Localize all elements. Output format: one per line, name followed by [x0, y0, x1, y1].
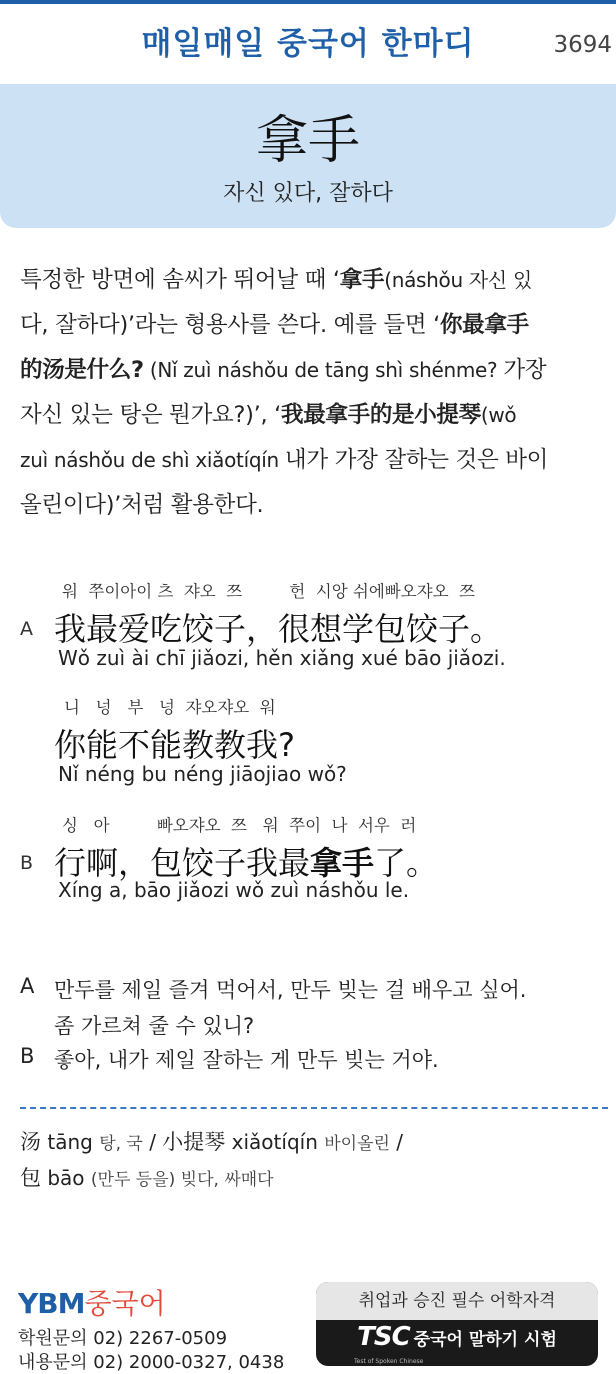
headword-meaning: 자신 있다, 잘하다 — [223, 181, 393, 206]
top-rule — [0, 0, 616, 4]
tsc-tagline: 취업과 승진 필수 어학자격 — [316, 1282, 598, 1320]
pinyin-line-2: Nǐ néng bu néng jiāojiao wǒ? — [58, 762, 347, 786]
explanation-segment: 你最拿手 — [439, 312, 529, 338]
pinyin-line-3: Xíng a, bāo jiǎozi wǒ zuì náshǒu le. — [58, 878, 410, 902]
explanation-segment: 자신 있는 탕은 뭔가요?)’, ‘ — [20, 402, 282, 428]
explanation-paragraph — [20, 258, 612, 528]
translation-b-label: B — [20, 1044, 35, 1068]
explanation-segment: 我最拿手的是小提琴 — [281, 402, 481, 428]
chinese-line-2: 你能不能教教我? — [54, 726, 295, 764]
vocab-pinyin-violin: xiǎotíqín — [225, 1130, 325, 1154]
ybm-logo-en: YBM — [18, 1287, 85, 1320]
vocab-pinyin-tang: tāng — [41, 1130, 100, 1154]
explanation-line — [20, 303, 612, 348]
chinese-line-3-part-c: 了。 — [374, 844, 439, 882]
explanation-line — [20, 348, 612, 393]
translation-a-label: A — [20, 974, 35, 998]
explanation-line — [20, 483, 612, 528]
vocab-separator: / — [142, 1130, 163, 1154]
explanation-segment: 가장 — [503, 357, 547, 383]
tsc-logo: TSC — [357, 1322, 410, 1352]
speaker-a: A — [20, 618, 33, 640]
explanation-segment: (Nǐ zuì náshǒu de tāng shì shénme? — [143, 358, 504, 382]
explanation-segment: 拿手 — [339, 267, 385, 293]
headword-hanzi: 拿手 — [255, 111, 360, 171]
explanation-line — [20, 393, 612, 438]
ybm-logo[interactable] — [18, 1282, 166, 1322]
vocab-line-1 — [20, 1126, 403, 1156]
translation-a-line1: 만두를 제일 즐겨 먹어서, 만두 빚는 걸 배우고 싶어. — [54, 978, 527, 1002]
tsc-ad[interactable] — [316, 1282, 598, 1366]
tsc-title: 중국어 말하기 시험 — [413, 1330, 557, 1350]
vocab-meaning-violin: 바이올린 — [324, 1134, 390, 1154]
vocab-pinyin-bao: bāo — [41, 1166, 91, 1190]
explanation-segment: zuì náshǒu de shì xiǎotíqín — [20, 448, 285, 472]
vocab-word-violin: 小提琴 — [162, 1130, 226, 1154]
translation-a-line2: 좀 가르쳐 줄 수 있니? — [54, 1014, 255, 1038]
translation-b-line1: 좋아, 내가 제일 잘하는 게 만두 빚는 거야. — [54, 1048, 439, 1072]
explanation-segment: (wǒ — [480, 403, 517, 427]
vocab-line-2 — [20, 1162, 274, 1192]
tsc-small-caption: Test of Spoken Chinese — [354, 1358, 424, 1365]
vocab-word-bao: 包 — [20, 1166, 41, 1190]
speaker-b: B — [20, 852, 34, 874]
chinese-line-3-part-a: 行啊，包饺子我最 — [54, 844, 311, 882]
dashed-divider — [20, 1107, 608, 1109]
chinese-line-1: 我最爱吃饺子，很想学包饺子。 — [54, 610, 503, 648]
contact-academy: 학원문의 02) 2267-0509 — [18, 1328, 228, 1349]
vocab-word-tang: 汤 — [20, 1130, 41, 1154]
chinese-line-3-keyword: 拿手 — [310, 844, 375, 882]
explanation-segment: (náshǒu 자신 있 — [384, 268, 533, 292]
vocab-meaning-tang: 탕, 국 — [99, 1134, 143, 1154]
explanation-segment: 올린이다)’처럼 활용한다. — [20, 492, 264, 518]
ruby-line-1: 워 쭈이아이 츠 쟈오 쯔 헌 시앙 쉬에빠오쟈오 쯔 — [62, 582, 475, 601]
explanation-segment: 특정한 방면에 솜씨가 뛰어날 때 ‘ — [20, 267, 340, 293]
explanation-line — [20, 438, 612, 483]
explanation-segment: 다, 잘하다)’라는 형용사를 쓴다. 예를 들면 ‘ — [20, 312, 440, 338]
explanation-line — [20, 258, 612, 303]
tsc-logo-row — [316, 1322, 598, 1352]
vocab-meaning-bao: (만두 등을) 빚다, 싸매다 — [90, 1170, 274, 1190]
explanation-segment: 的汤是什么? — [20, 357, 144, 383]
issue-number: 3694 — [553, 32, 612, 58]
ruby-line-2: 니 넝 부 넝 쟈오쟈오 워 — [64, 698, 276, 717]
explanation-segment: 내가 가장 잘하는 것은 바이 — [284, 447, 549, 473]
vocab-end: / — [389, 1130, 404, 1154]
ybm-logo-ko: 중국어 — [84, 1287, 166, 1320]
contact-content: 내용문의 02) 2000-0327, 0438 — [18, 1352, 285, 1373]
page-title: 매일매일 중국어 한마디 — [141, 26, 475, 62]
ruby-line-3: 싱 아 빠오쟈오 쯔 워 쭈이 나 서우 러 — [62, 816, 417, 835]
pinyin-line-1: Wǒ zuì ài chī jiǎozi, hěn xiǎng xué bāo jiǎozi. — [58, 646, 506, 670]
